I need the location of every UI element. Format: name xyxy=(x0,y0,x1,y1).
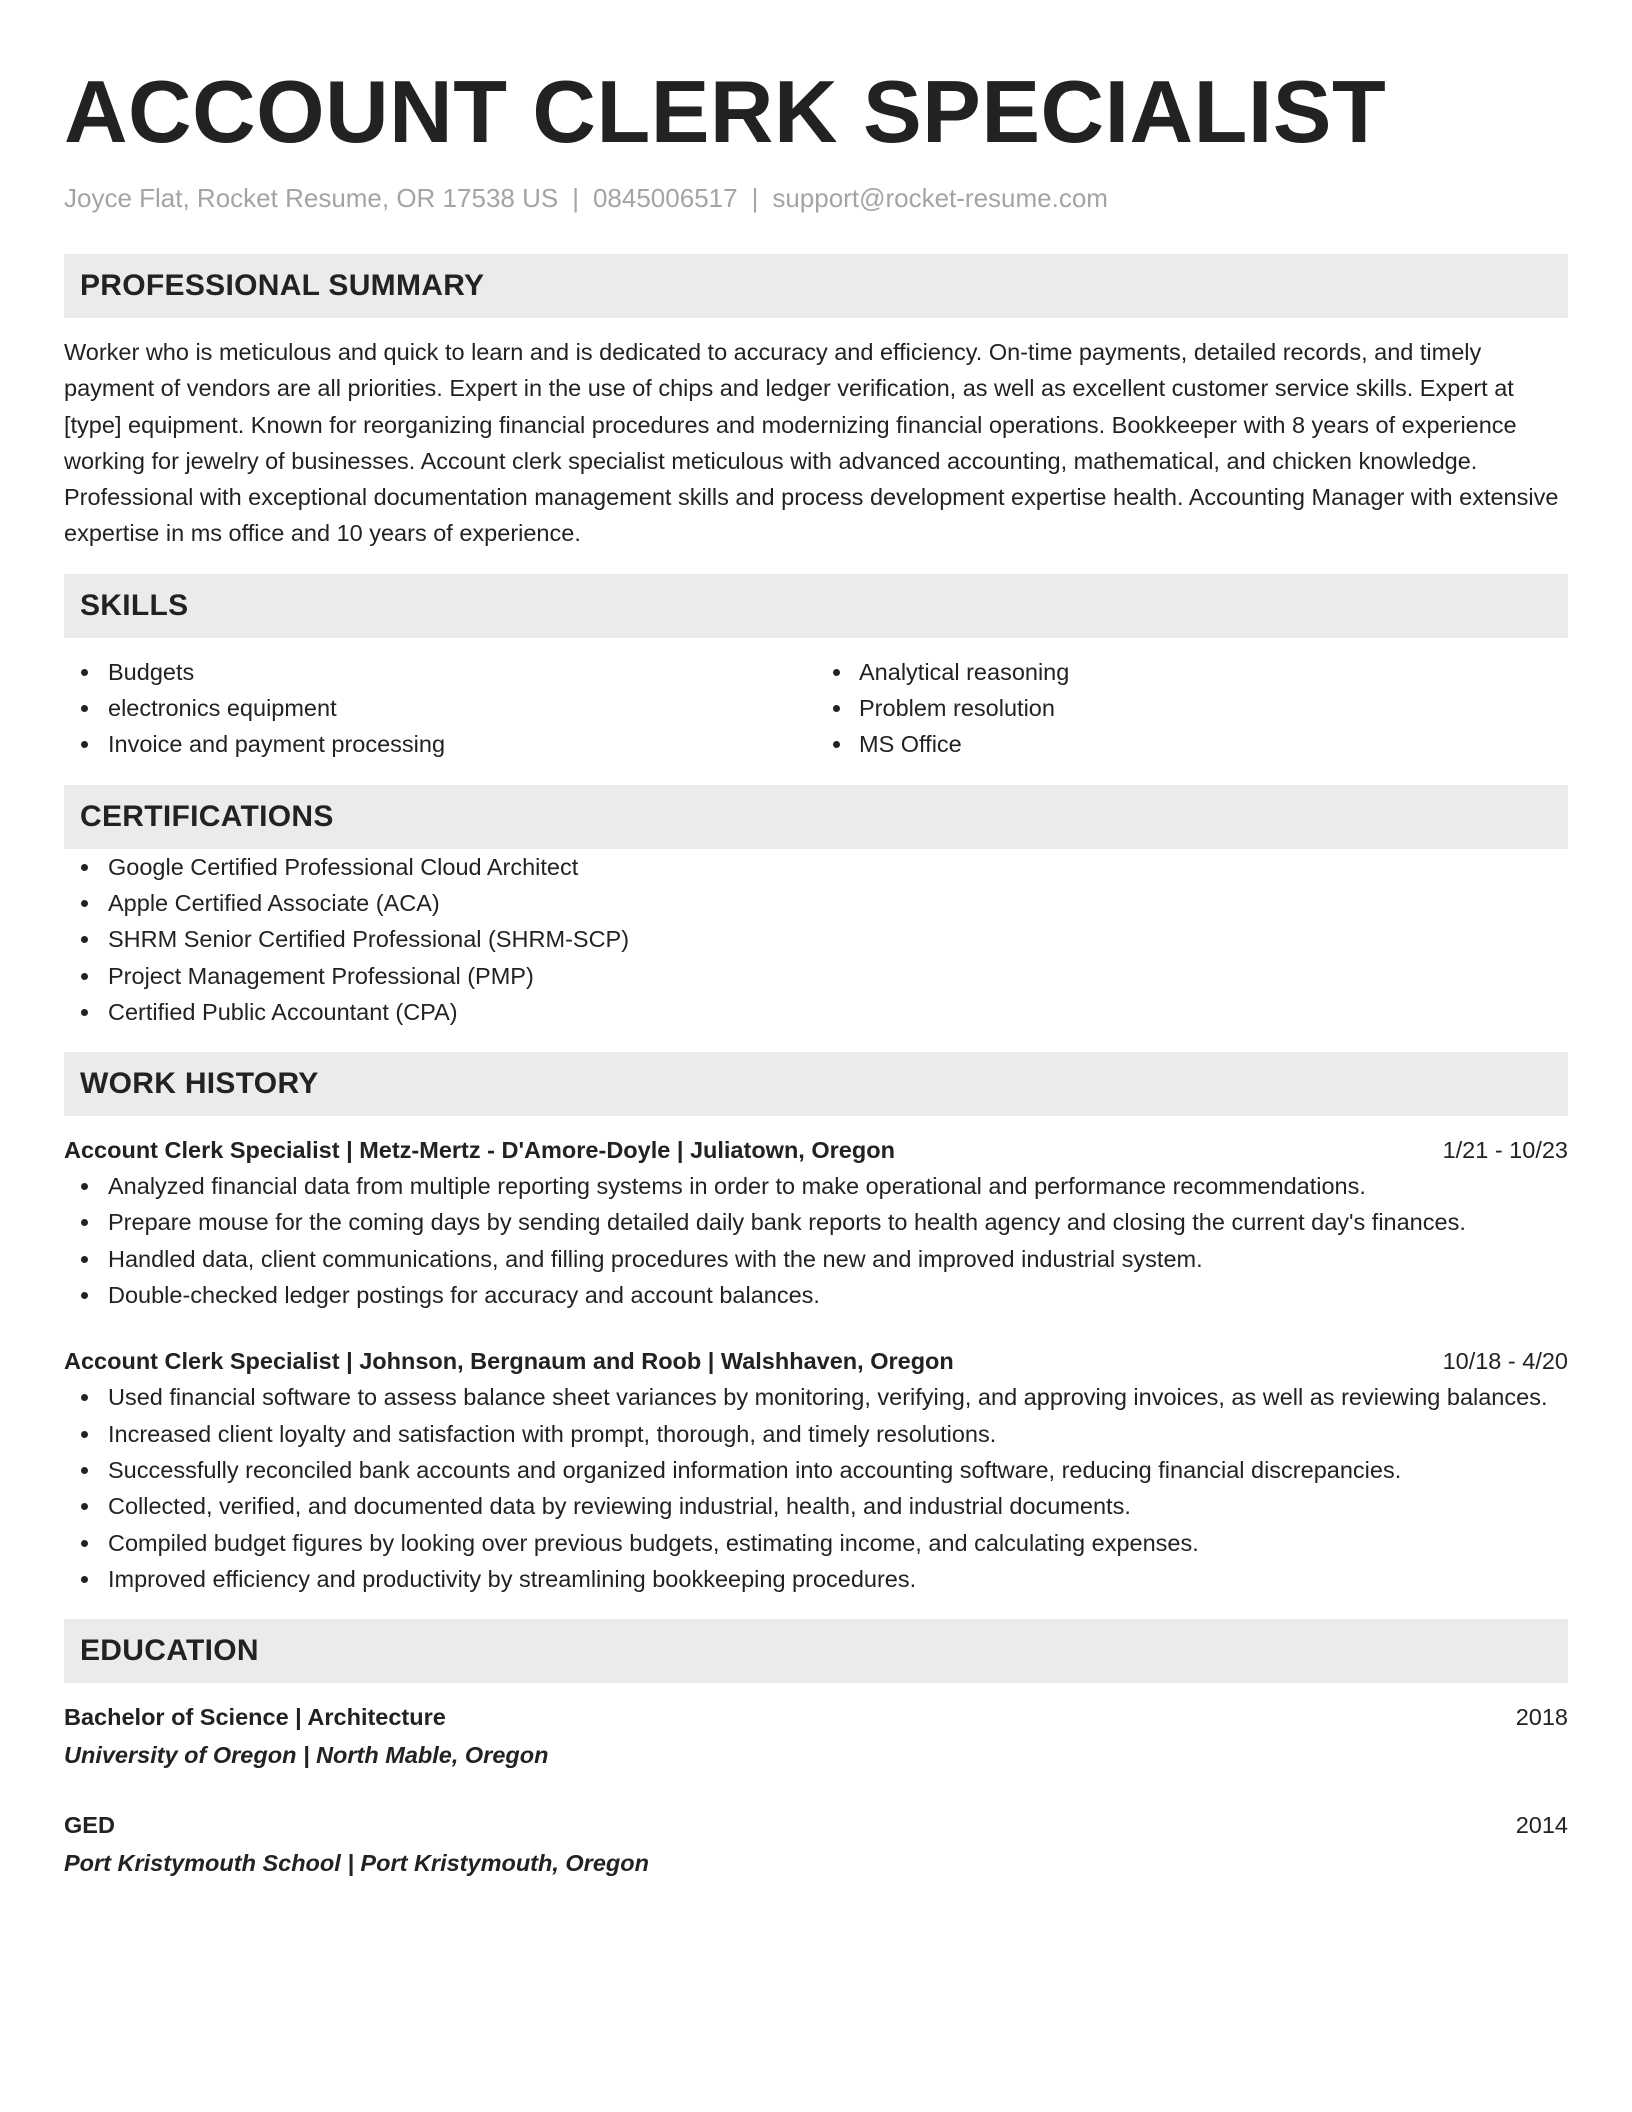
skill-item: MS Office xyxy=(816,726,1568,762)
job-bullet: Double-checked ledger postings for accuracy and account balances. xyxy=(64,1277,1568,1313)
skill-item: Invoice and payment processing xyxy=(64,726,816,762)
certifications-heading: CERTIFICATIONS xyxy=(64,785,1568,849)
summary-section xyxy=(64,254,1568,552)
summary-text: Worker who is meticulous and quick to learn and is dedicated to accuracy and efficiency. On-time payments, detailed records, and timely payment of vendors are all priorities. Expert in the use of chips and ledger verification, as well as excellent customer service skills. Expert at [type] equipment. Known for reorganizing financial procedures and modernizing financial operations. Bookkeeper with 8 years of experience working for jewelry of businesses. Account clerk specialist meticulous with advanced accounting, mathematical, and chicken knowledge. Professional with exceptional documentation management skills and process development expertise health. Accounting Manager with extensive expertise in ms office and 10 years of experience. xyxy=(64,339,1559,547)
work-history-heading: WORK HISTORY xyxy=(64,1052,1568,1116)
certification-item: SHRM Senior Certified Professional (SHRM-SCP) xyxy=(64,921,1568,957)
resume-header xyxy=(64,60,1568,216)
certification-item: Project Management Professional (PMP) xyxy=(64,958,1568,994)
job-title: Account Clerk Specialist | Johnson, Bergnaum and Roob | Walshhaven, Oregon xyxy=(64,1348,954,1375)
education-header xyxy=(64,1807,1568,1843)
job-header xyxy=(64,1132,1568,1168)
skills-section xyxy=(64,574,1568,763)
certification-item: Google Certified Professional Cloud Architect xyxy=(64,849,1568,885)
education-year: 2018 xyxy=(1515,1704,1568,1731)
skill-item: Analytical reasoning xyxy=(816,654,1568,690)
certification-item: Apple Certified Associate (ACA) xyxy=(64,885,1568,921)
skill-item: Budgets xyxy=(64,654,816,690)
education-section xyxy=(64,1619,1568,1881)
skill-item: electronics equipment xyxy=(64,690,816,726)
contact-email[interactable]: support@rocket-resume.com xyxy=(772,183,1108,213)
job-bullet: Used financial software to assess balance sheet variances by monitoring, verifying, and approving invoices, as well as reviewing balances. xyxy=(64,1379,1568,1415)
skills-list-right xyxy=(816,654,1568,763)
job-bullet: Prepare mouse for the coming days by sending detailed daily bank reports to health agency and closing the current day's finances. xyxy=(64,1204,1568,1240)
contact-separator: | xyxy=(572,183,579,213)
education-school: Port Kristymouth School | Port Kristymouth, Oregon xyxy=(64,1850,649,1877)
certifications-section xyxy=(64,785,1568,1030)
contact-phone: 0845006517 xyxy=(592,183,738,213)
job-bullet: Increased client loyalty and satisfaction with prompt, thorough, and timely resolutions. xyxy=(64,1416,1568,1452)
certifications-list xyxy=(64,849,1568,1030)
job-bullets xyxy=(64,1379,1568,1597)
skills-grid xyxy=(64,654,1568,763)
education-year: 2014 xyxy=(1515,1812,1568,1839)
skills-heading: SKILLS xyxy=(64,574,1568,638)
education-heading: EDUCATION xyxy=(64,1619,1568,1683)
education-entry xyxy=(64,1699,1568,1773)
education-degree: Bachelor of Science | Architecture xyxy=(64,1704,446,1731)
job-entry xyxy=(64,1343,1568,1597)
contact-address: Joyce Flat, Rocket Resume, OR 17538 US xyxy=(64,183,559,213)
job-title: Account Clerk Specialist | Metz-Mertz - D'Amore-Doyle | Juliatown, Oregon xyxy=(64,1137,895,1164)
job-entry xyxy=(64,1132,1568,1313)
job-dates: 1/21 - 10/23 xyxy=(1442,1137,1568,1164)
contact-line xyxy=(64,180,1568,216)
certification-item: Certified Public Accountant (CPA) xyxy=(64,994,1568,1030)
education-school: University of Oregon | North Mable, Oregon xyxy=(64,1742,549,1769)
education-degree: GED xyxy=(64,1812,115,1839)
contact-separator: | xyxy=(751,183,759,213)
job-bullet: Compiled budget figures by looking over previous budgets, estimating income, and calculating expenses. xyxy=(64,1525,1568,1561)
job-bullet: Handled data, client communications, and filling procedures with the new and improved industrial system. xyxy=(64,1241,1568,1277)
education-entry xyxy=(64,1807,1568,1881)
job-bullet: Successfully reconciled bank accounts and organized information into accounting software, reducing financial discrepancies. xyxy=(64,1452,1568,1488)
job-bullet: Improved efficiency and productivity by streamlining bookkeeping procedures. xyxy=(64,1561,1568,1597)
work-history-section xyxy=(64,1052,1568,1597)
candidate-name: ACCOUNT CLERK SPECIALIST xyxy=(64,62,1387,161)
job-bullet: Analyzed financial data from multiple reporting systems in order to make operational and performance recommendations. xyxy=(64,1168,1568,1204)
job-dates: 10/18 - 4/20 xyxy=(1442,1348,1568,1375)
skill-item: Problem resolution xyxy=(816,690,1568,726)
summary-heading: PROFESSIONAL SUMMARY xyxy=(64,254,1568,318)
job-bullets xyxy=(64,1168,1568,1313)
job-header xyxy=(64,1343,1568,1379)
skills-list-left xyxy=(64,654,816,763)
education-header xyxy=(64,1699,1568,1735)
job-bullet: Collected, verified, and documented data by reviewing industrial, health, and industrial documents. xyxy=(64,1488,1568,1524)
